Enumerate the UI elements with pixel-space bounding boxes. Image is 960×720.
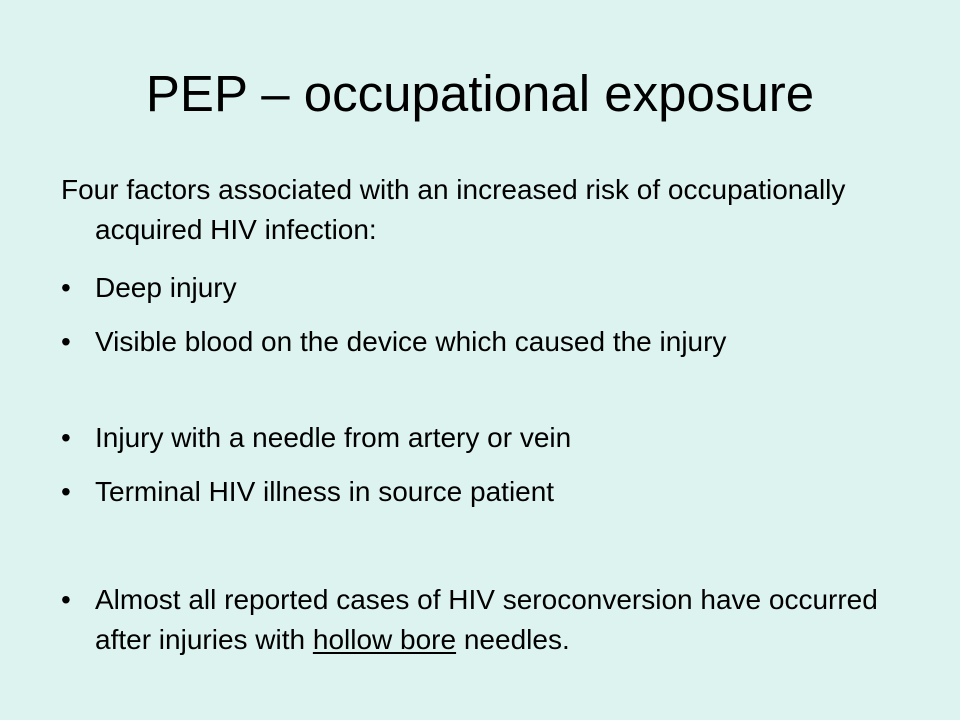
- bullet-text-before: Almost all reported cases of HIV seroconversion have occurred after injuries with: [95, 584, 878, 655]
- bullet-item: [61, 418, 901, 458]
- slide-title: PEP – occupational exposure: [145, 65, 815, 122]
- bullet-text: Injury with a needle from artery or vein: [95, 422, 572, 453]
- underlined-phrase: hollow bore: [312, 624, 457, 655]
- bullet-item: [61, 322, 901, 362]
- bullet-text: [95, 580, 901, 660]
- bullet-icon: •: [61, 326, 71, 357]
- bullet-icon: •: [61, 422, 71, 453]
- bullet-icon: •: [61, 584, 71, 615]
- bullet-text: Visible blood on the device which caused the injury: [95, 326, 727, 357]
- bullet-item: [61, 268, 901, 308]
- bullet-icon: •: [61, 476, 71, 507]
- bullet-icon: •: [61, 272, 71, 303]
- bullet-item: [61, 472, 901, 512]
- bullet-text: Deep injury: [95, 272, 237, 303]
- bullet-item: [61, 580, 901, 660]
- bullet-text: Terminal HIV illness in source patient: [95, 476, 555, 507]
- intro-text: Four factors associated with an increased risk of occupationally acquired HIV infection:: [61, 174, 846, 245]
- bullet-text-after: needles.: [456, 624, 570, 655]
